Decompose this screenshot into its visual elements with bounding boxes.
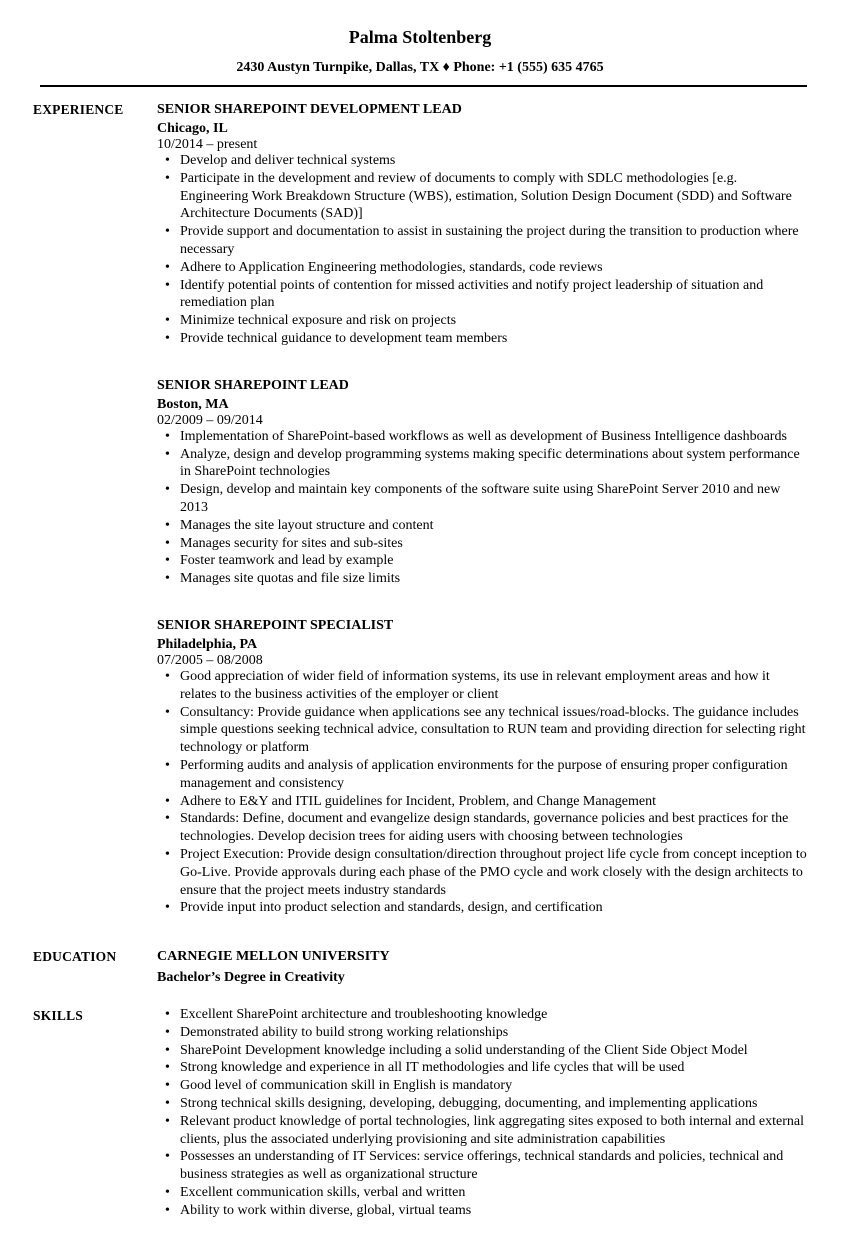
job-dates: 07/2005 – 08/2008 <box>157 652 263 668</box>
bullet-item: • Demonstrated ability to build strong working relationships <box>157 1024 807 1042</box>
bullet-item: • Develop and deliver technical systems <box>157 152 807 170</box>
education-section <box>33 947 807 986</box>
header-divider <box>40 85 807 87</box>
bullet-item: • Adhere to E&Y and ITIL guidelines for Incident, Problem, and Change Management <box>157 793 807 811</box>
bullet-item: • Implementation of SharePoint-based workflows as well as development of Business Intelligence dashboards <box>157 428 807 446</box>
education-content <box>157 947 807 986</box>
section-label-education: EDUCATION <box>33 949 117 965</box>
school-name: CARNEGIE MELLON UNIVERSITY <box>157 949 390 965</box>
job-bullet-list <box>157 668 807 917</box>
job-title: SENIOR SHAREPOINT LEAD <box>157 377 349 393</box>
bullet-item: • Good appreciation of wider field of information systems, its use in relevant employment areas and how it relates to the business activities of the employer or client <box>157 668 807 704</box>
bullet-item: • Consultancy: Provide guidance when applications see any technical issues/road-blocks. The guidance includes simple questions seeking technical advice, consultation to RUN team and providing direction for selecting right technology or platform <box>157 704 807 757</box>
bullet-item: • Ability to work within diverse, global, virtual teams <box>157 1202 807 1220</box>
bullet-item: • Performing audits and analysis of application environments for the purpose of ensuring proper configuration management and consistency <box>157 757 807 793</box>
bullet-item: • Standards: Define, document and evangelize design standards, governance policies and best practices for the technologies. Develop decision trees for aiding users with choosing between technologies <box>157 810 807 846</box>
section-label-skills: SKILLS <box>33 1008 83 1024</box>
bullet-item: • Possesses an understanding of IT Services: service offerings, technical standards and policies, technical and business strategies as well as organizational structure <box>157 1148 807 1184</box>
bullet-item: • Good level of communication skill in English is mandatory <box>157 1077 807 1095</box>
resume-header <box>33 27 807 87</box>
job-title: SENIOR SHAREPOINT DEVELOPMENT LEAD <box>157 102 462 117</box>
experience-section <box>33 100 807 917</box>
bullet-item: • Strong technical skills designing, developing, debugging, documenting, and implementing applications <box>157 1095 807 1113</box>
job-location: Chicago, IL <box>157 121 228 136</box>
job-entry-2 <box>157 376 807 588</box>
bullet-item: • SharePoint Development knowledge including a solid understanding of the Client Side Object Model <box>157 1042 807 1060</box>
bullet-item: • Foster teamwork and lead by example <box>157 552 807 570</box>
bullet-item: • Identify potential points of contention for missed activities and notify project leadership of situation and remediation plan <box>157 277 807 313</box>
bullet-item: • Strong knowledge and experience in all IT methodologies and life cycles that will be used <box>157 1059 807 1077</box>
job-dates: 10/2014 – present <box>157 137 258 152</box>
job-bullet-list <box>157 152 807 348</box>
bullet-item: • Relevant product knowledge of portal technologies, link aggregating sites exposed to both internal and external clients, plus the associated underlying provisioning and site administration capabilities <box>157 1113 807 1149</box>
skills-bullet-list <box>157 1006 807 1220</box>
bullet-item: • Analyze, design and develop programming systems making specific determinations about system performance in SharePoint technologies <box>157 446 807 482</box>
job-location: Boston, MA <box>157 396 229 412</box>
job-title: SENIOR SHAREPOINT SPECIALIST <box>157 617 394 633</box>
contact-line: 2430 Austyn Turnpike, Dallas, TX ♦ Phone: +1 (555) 635 4765 <box>236 60 604 75</box>
job-entry-1 <box>157 100 807 348</box>
degree-name: Bachelor’s Degree in Creativity <box>157 970 345 986</box>
bullet-item: • Participate in the development and review of documents to comply with SDLC methodologies [e.g. Engineering Work Breakdown Structure (WBS), estimation, Solution Design Document (SDD) and Software Architecture Documents (SAD)] <box>157 170 807 223</box>
job-location: Philadelphia, PA <box>157 636 258 652</box>
bullet-item: • Design, develop and maintain key components of the software suite using SharePoint Server 2010 and new 2013 <box>157 481 807 517</box>
bullet-item: • Excellent communication skills, verbal and written <box>157 1184 807 1202</box>
skills-content <box>157 1006 807 1220</box>
bullet-item: • Excellent SharePoint architecture and troubleshooting knowledge <box>157 1006 807 1024</box>
bullet-item: • Provide technical guidance to development team members <box>157 330 807 348</box>
person-name: Palma Stoltenberg <box>348 27 492 47</box>
job-entry-3 <box>157 616 807 917</box>
bullet-item: • Provide input into product selection and standards, design, and certification <box>157 899 807 917</box>
bullet-item: • Provide support and documentation to assist in sustaining the project during the transition to production where necessary <box>157 223 807 259</box>
bullet-item: • Manages site quotas and file size limits <box>157 570 807 588</box>
experience-content <box>157 100 807 917</box>
bullet-item: • Adhere to Application Engineering methodologies, standards, code reviews <box>157 259 807 277</box>
section-label-experience: EXPERIENCE <box>33 102 124 117</box>
bullet-item: • Manages the site layout structure and content <box>157 517 807 535</box>
job-dates: 02/2009 – 09/2014 <box>157 412 263 428</box>
job-bullet-list <box>157 428 807 588</box>
bullet-item: • Manages security for sites and sub-sites <box>157 535 807 553</box>
skills-section <box>33 1006 807 1220</box>
bullet-item: • Minimize technical exposure and risk on projects <box>157 312 807 330</box>
bullet-item: • Project Execution: Provide design consultation/direction throughout project life cycle from concept inception to Go-Live. Provide approvals during each phase of the PMO cycle and work closely with the design architects to ensure that the project meets industry standards <box>157 846 807 899</box>
